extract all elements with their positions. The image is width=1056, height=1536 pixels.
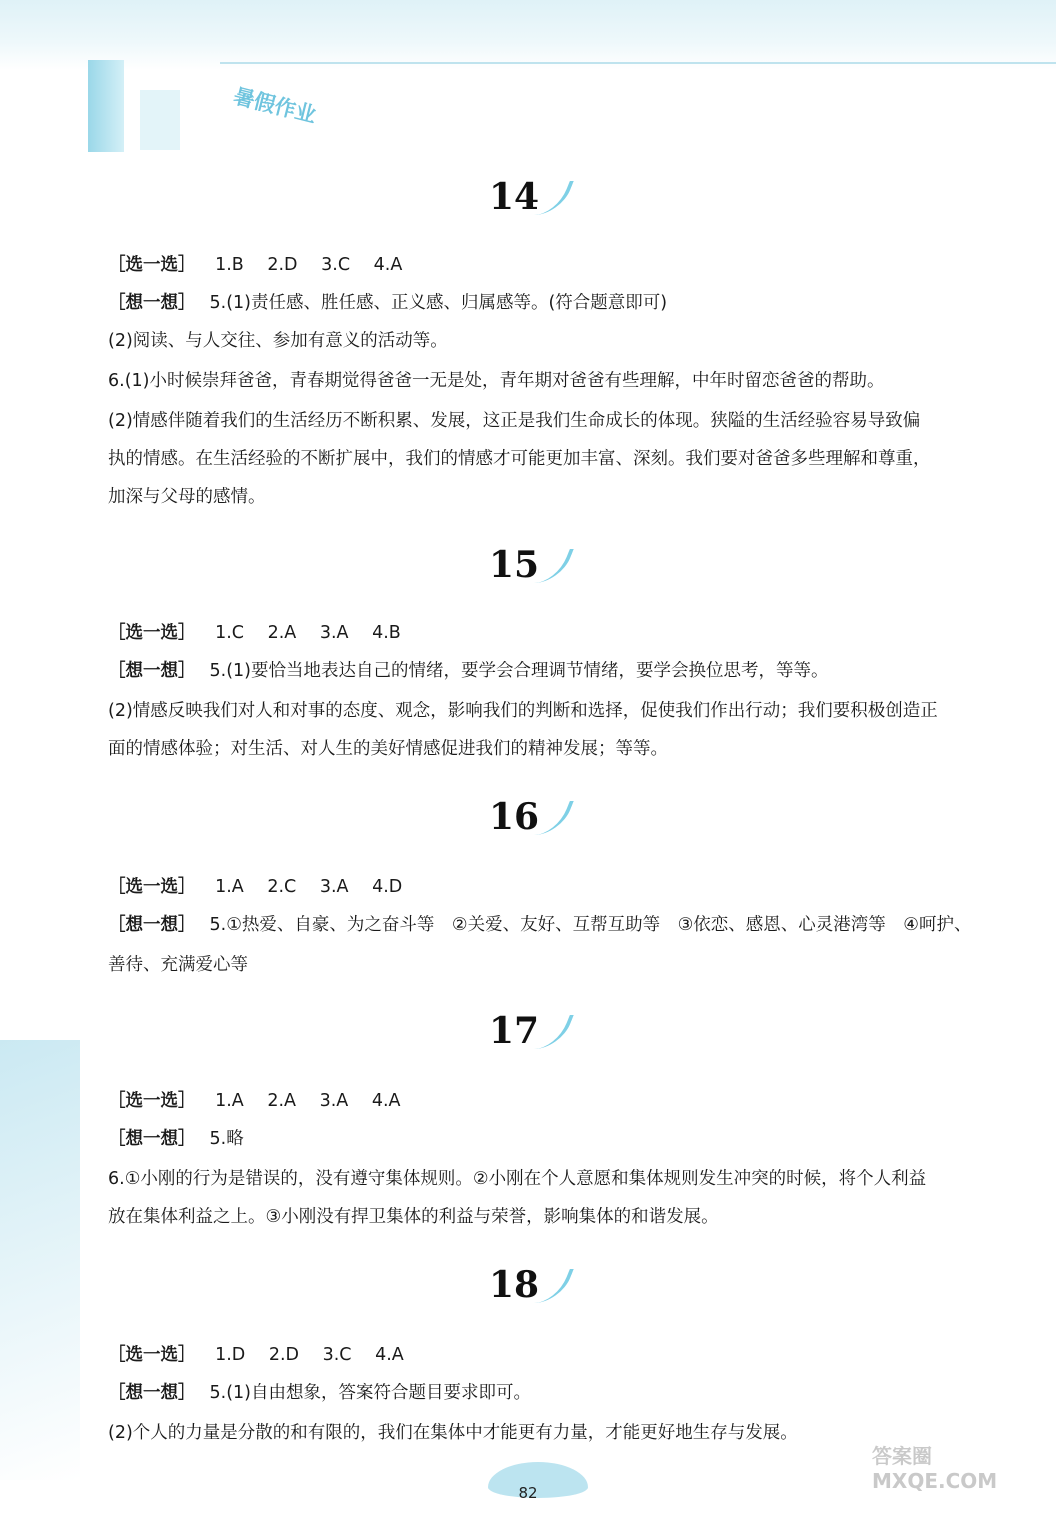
answer: 4.A: [371, 1091, 401, 1111]
think-row-17: [108, 1126, 1008, 1152]
think-row-15: [108, 658, 1008, 684]
section-heading-14: [0, 176, 1056, 218]
think-row-16: [108, 912, 1008, 938]
think-label: ［想一想］: [108, 661, 196, 681]
choose-label: ［选一选］: [108, 255, 196, 275]
swoosh-icon: [534, 1269, 574, 1303]
choose-label: ［选一选］: [108, 623, 196, 643]
swoosh-icon: [534, 801, 574, 835]
watermark: 答案圈 MXQE.COM: [872, 1444, 998, 1493]
swoosh-icon: [534, 1015, 574, 1049]
answer-text: 5.(1)责任感、胜任感、正义感、归属感等。(符合题意即可): [209, 293, 668, 313]
answer-text: 5.略: [209, 1129, 244, 1149]
answer: 2.A: [267, 1091, 296, 1111]
choose-row-18: [108, 1342, 1008, 1368]
answer: 1.C: [215, 623, 244, 643]
answer: 1.A: [215, 877, 244, 897]
choose-row-14: [108, 252, 1008, 278]
choose-label: ［选一选］: [108, 1091, 196, 1111]
think-label: ［想一想］: [108, 1129, 196, 1149]
answer: 3.C: [321, 255, 351, 275]
header-decoration: [88, 60, 124, 152]
answer: 1.D: [215, 1345, 246, 1365]
answer: 3.C: [322, 1345, 352, 1365]
answer: 2.D: [268, 1345, 300, 1365]
answer-line: (2)阅读、与人交往、参加有意义的活动等。: [108, 331, 448, 351]
section-number: 18: [488, 1264, 540, 1306]
answer-text: 5.(1)自由想象，答案符合题目要求即可。: [209, 1383, 531, 1403]
answer-text: 5.(1)要恰当地表达自己的情绪，要学会合理调节情绪，要学会换位思考，等等。: [209, 661, 829, 681]
think-row-14: [108, 290, 1008, 316]
think-label: ［想一想］: [108, 915, 196, 935]
think-label: ［想一想］: [108, 293, 196, 313]
side-decoration: [0, 1040, 80, 1480]
answer: 4.A: [375, 1345, 404, 1365]
swoosh-icon: [534, 181, 574, 215]
answer-line: 执的情感。在生活经验的不断扩展中，我们的情感才可能更加丰富、深刻。我们要对爸爸多些理解和尊重，: [108, 449, 931, 469]
section-number: 16: [488, 796, 540, 838]
answer: 3.A: [319, 1091, 349, 1111]
answer-line: 善待、充满爱心等: [108, 955, 248, 975]
page-number: 82: [518, 1484, 538, 1502]
choose-label: ［选一选］: [108, 877, 196, 897]
answer-line: 加深与父母的感情。: [108, 487, 266, 507]
swoosh-icon: [534, 549, 574, 583]
answer: 3.A: [319, 877, 349, 897]
think-row-18: [108, 1380, 1008, 1406]
header-rule: [220, 62, 1056, 64]
answer: 4.B: [372, 623, 401, 643]
section-heading-15: [0, 544, 1056, 586]
section-heading-17: [0, 1010, 1056, 1052]
header-label: 暑假作业: [231, 83, 319, 128]
choose-row-16: [108, 874, 1008, 900]
answer-line: 6.①小刚的行为是错误的，没有遵守集体规则。②小刚在个人意愿和集体规则发生冲突的时候，将个人利益: [108, 1169, 927, 1189]
choose-label: ［选一选］: [108, 1345, 196, 1365]
answer-line: (2)情感伴随着我们的生活经历不断积累、发展，这正是我们生命成长的体现。狭隘的生活经验容易导致偏: [108, 411, 921, 431]
answer: 1.A: [215, 1091, 244, 1111]
choose-row-15: [108, 620, 1008, 646]
answer-line: (2)个人的力量是分散的和有限的，我们在集体中才能更有力量，才能更好地生存与发展。: [108, 1423, 798, 1443]
answer-text: 5.①热爱、自豪、为之奋斗等 ②关爱、友好、互帮互助等 ③依恋、感恩、心灵港湾等 ④呵护、: [209, 915, 972, 935]
header-band: [0, 0, 1056, 70]
answer: 2.C: [267, 877, 297, 897]
answer-line: 放在集体利益之上。③小刚没有捍卫集体的利益与荣誉，影响集体的和谐发展。: [108, 1207, 719, 1227]
answer: 2.A: [267, 623, 297, 643]
section-heading-18: [0, 1264, 1056, 1306]
answer: 2.D: [267, 255, 298, 275]
choose-row-17: [108, 1088, 1008, 1114]
answer-line: 面的情感体验；对生活、对人生的美好情感促进我们的精神发展；等等。: [108, 739, 668, 759]
answer: 4.D: [372, 877, 403, 897]
answer: 3.A: [319, 623, 349, 643]
section-number: 17: [488, 1010, 540, 1052]
section-number: 14: [488, 176, 540, 218]
answer: 4.A: [373, 255, 403, 275]
section-heading-16: [0, 796, 1056, 838]
answer: 1.B: [215, 255, 244, 275]
answer-line: (2)情感反映我们对人和对事的态度、观念，影响我们的判断和选择，促使我们作出行动；我们要积极创造正: [108, 701, 938, 721]
answer-line: 6.(1)小时候崇拜爸爸，青春期觉得爸爸一无是处，青年期对爸爸有些理解，中年时留恋爸爸的帮助。: [108, 371, 885, 391]
header-decoration-2: [140, 90, 180, 150]
think-label: ［想一想］: [108, 1383, 196, 1403]
section-number: 15: [488, 544, 540, 586]
